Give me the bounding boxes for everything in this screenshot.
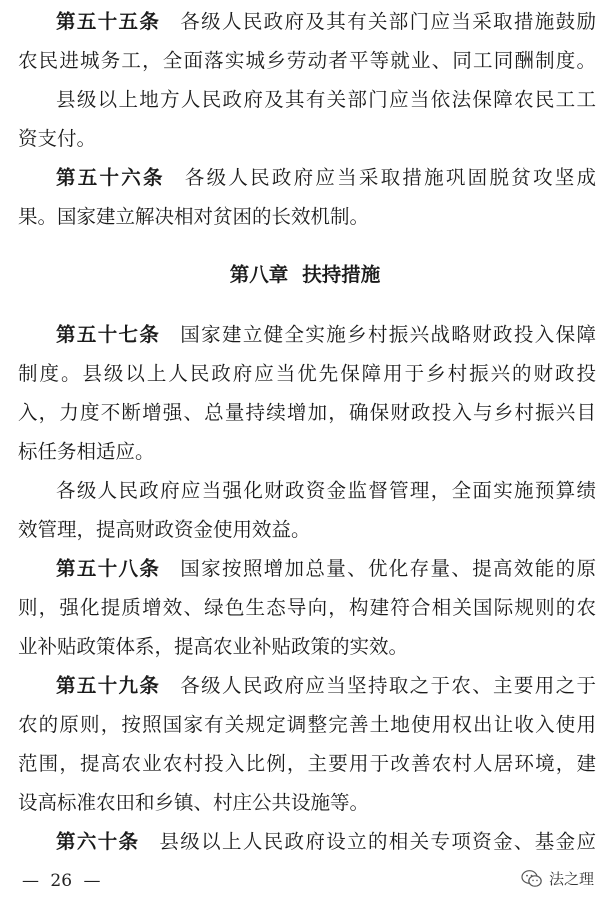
article-58-line-3: 业补贴政策体系，提高农业补贴政策的实效。 <box>18 635 409 658</box>
chapter-heading <box>0 263 610 287</box>
article-55-text-1: 各级人民政府及其有关部门应当采取措施鼓励 <box>180 10 596 33</box>
article-60-title: 第六十条 <box>56 830 140 853</box>
article-56-line-2: 果。国家建立解决相对贫困的长效机制。 <box>18 205 370 228</box>
article-60-text-1: 县级以上人民政府设立的相关专项资金、基金应 <box>159 830 596 853</box>
article-58-line-1 <box>18 557 596 581</box>
article-60-line-1 <box>18 830 596 854</box>
article-55-title: 第五十五条 <box>56 10 161 33</box>
article-59-line-2: 农的原则，按照国家有关规定调整完善土地使用权出让收入使用 <box>18 713 596 736</box>
article-56-text-1: 各级人民政府应当采取措施巩固脱贫攻坚成 <box>184 166 596 189</box>
article-57-text-1: 国家建立健全实施乡村振兴战略财政投入保障 <box>180 323 596 346</box>
article-57-line-2: 制度。县级以上人民政府应当优先保障用于乡村振兴的财政投 <box>18 362 596 385</box>
article-55-line-2: 农民进城务工，全面落实城乡劳动者平等就业、同工同酬制度。 <box>18 49 596 72</box>
article-57-para-2-line-1: 各级人民政府应当强化财政资金监督管理，全面实施预算绩 <box>56 479 596 502</box>
article-58-line-2: 则，强化提质增效、绿色生态导向，构建符合相关国际规则的农 <box>18 596 596 619</box>
article-55-para-2-line-2: 资支付。 <box>18 127 97 150</box>
article-57-line-3: 入，力度不断增强、总量持续增加，确保财政投入与乡村振兴目 <box>18 401 596 424</box>
article-59-line-1 <box>18 674 596 698</box>
article-58-title: 第五十八条 <box>56 557 161 580</box>
article-58-text-1: 国家按照增加总量、优化存量、提高效能的原 <box>180 557 596 580</box>
wechat-icon <box>521 869 543 889</box>
chapter-number: 第八章 <box>229 263 289 286</box>
article-59-text-1: 各级人民政府应当坚持取之于农、主要用之于 <box>180 674 596 697</box>
article-57-title: 第五十七条 <box>56 323 161 346</box>
chapter-name: 扶持措施 <box>302 263 381 286</box>
article-59-line-4: 设高标准农田和乡镇、村庄公共设施等。 <box>18 791 370 814</box>
article-57-line-1 <box>18 323 596 347</box>
article-56-line-1 <box>18 166 596 190</box>
article-55-line-1 <box>18 10 596 34</box>
article-56-title: 第五十六条 <box>56 166 165 189</box>
page-number: — 26 — <box>22 871 101 891</box>
article-59-title: 第五十九条 <box>56 674 161 697</box>
article-59-line-3: 范围，提高农业农村投入比例，主要用于改善农村人居环境，建 <box>18 752 596 775</box>
article-55-para-2-line-1: 县级以上地方人民政府及其有关部门应当依法保障农民工工 <box>56 88 596 111</box>
article-57-line-4: 标任务相适应。 <box>18 440 155 463</box>
account-watermark <box>521 868 594 889</box>
watermark-text: 法之理 <box>548 870 594 888</box>
article-57-para-2-line-2: 效管理，提高财政资金使用效益。 <box>18 518 311 541</box>
